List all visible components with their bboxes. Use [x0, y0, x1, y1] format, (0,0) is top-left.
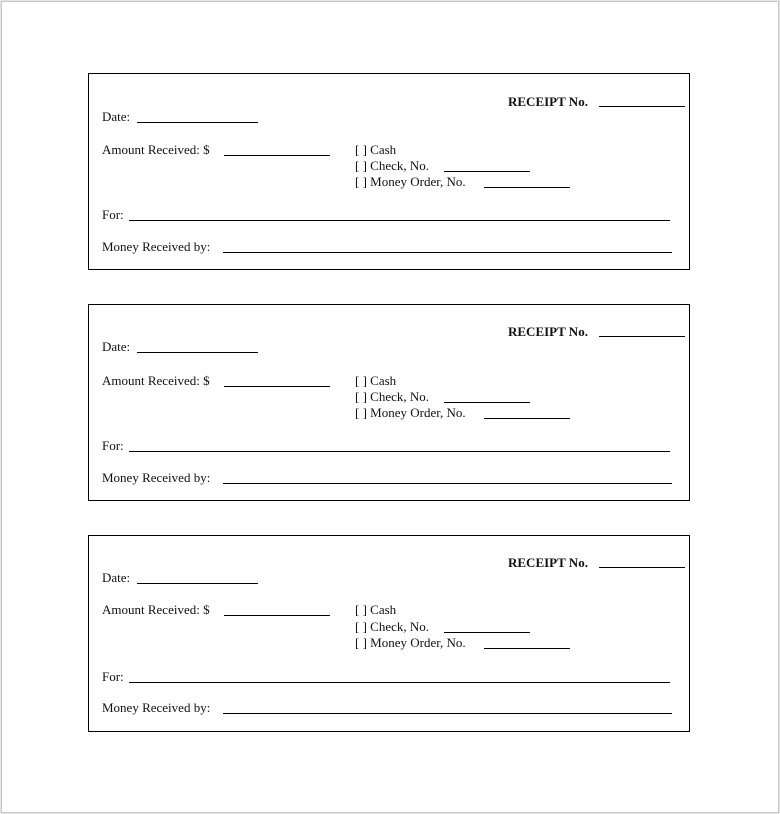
amount-field[interactable]	[224, 155, 330, 156]
check-number-field[interactable]	[444, 402, 530, 403]
amount-received-label: Amount Received: $	[102, 142, 210, 157]
option-check[interactable]: [ ] Check, No.	[355, 158, 430, 173]
for-field[interactable]	[129, 682, 670, 683]
date-label: Date:	[102, 570, 131, 585]
receipt-form-1	[88, 73, 690, 270]
option-cash[interactable]: [ ] Cash	[355, 142, 397, 157]
for-label: For:	[102, 207, 124, 222]
option-check[interactable]: [ ] Check, No.	[355, 619, 430, 634]
money-received-by-label: Money Received by:	[102, 239, 211, 254]
receipt-form-3	[88, 535, 690, 732]
receipt-no-field[interactable]	[599, 567, 685, 568]
check-number-field[interactable]	[444, 632, 530, 633]
for-field[interactable]	[129, 451, 670, 452]
receipt-no-label: RECEIPT No.	[508, 324, 588, 339]
date-label: Date:	[102, 109, 131, 124]
check-number-field[interactable]	[444, 171, 530, 172]
receipt-no-label: RECEIPT No.	[508, 94, 588, 109]
amount-field[interactable]	[224, 386, 330, 387]
option-cash[interactable]: [ ] Cash	[355, 373, 397, 388]
money-received-by-label: Money Received by:	[102, 470, 211, 485]
option-check[interactable]: [ ] Check, No.	[355, 389, 430, 404]
for-field[interactable]	[129, 220, 670, 221]
money-received-by-label: Money Received by:	[102, 700, 211, 715]
received-by-field[interactable]	[223, 483, 672, 484]
for-label: For:	[102, 438, 124, 453]
option-cash[interactable]: [ ] Cash	[355, 602, 397, 617]
amount-received-label: Amount Received: $	[102, 602, 210, 617]
for-label: For:	[102, 669, 124, 684]
option-money-order[interactable]: [ ] Money Order, No.	[355, 405, 466, 420]
receipt-no-label: RECEIPT No.	[508, 555, 588, 570]
received-by-field[interactable]	[223, 713, 672, 714]
option-money-order[interactable]: [ ] Money Order, No.	[355, 174, 466, 189]
date-field[interactable]	[137, 583, 258, 584]
receipt-no-field[interactable]	[599, 106, 685, 107]
money-order-number-field[interactable]	[484, 418, 570, 419]
date-label: Date:	[102, 339, 131, 354]
receipt-form-2	[88, 304, 690, 501]
document-page	[1, 1, 779, 813]
amount-field[interactable]	[224, 615, 330, 616]
money-order-number-field[interactable]	[484, 648, 570, 649]
option-money-order[interactable]: [ ] Money Order, No.	[355, 635, 466, 650]
amount-received-label: Amount Received: $	[102, 373, 210, 388]
date-field[interactable]	[137, 352, 258, 353]
received-by-field[interactable]	[223, 252, 672, 253]
receipt-no-field[interactable]	[599, 336, 685, 337]
date-field[interactable]	[137, 122, 258, 123]
money-order-number-field[interactable]	[484, 187, 570, 188]
